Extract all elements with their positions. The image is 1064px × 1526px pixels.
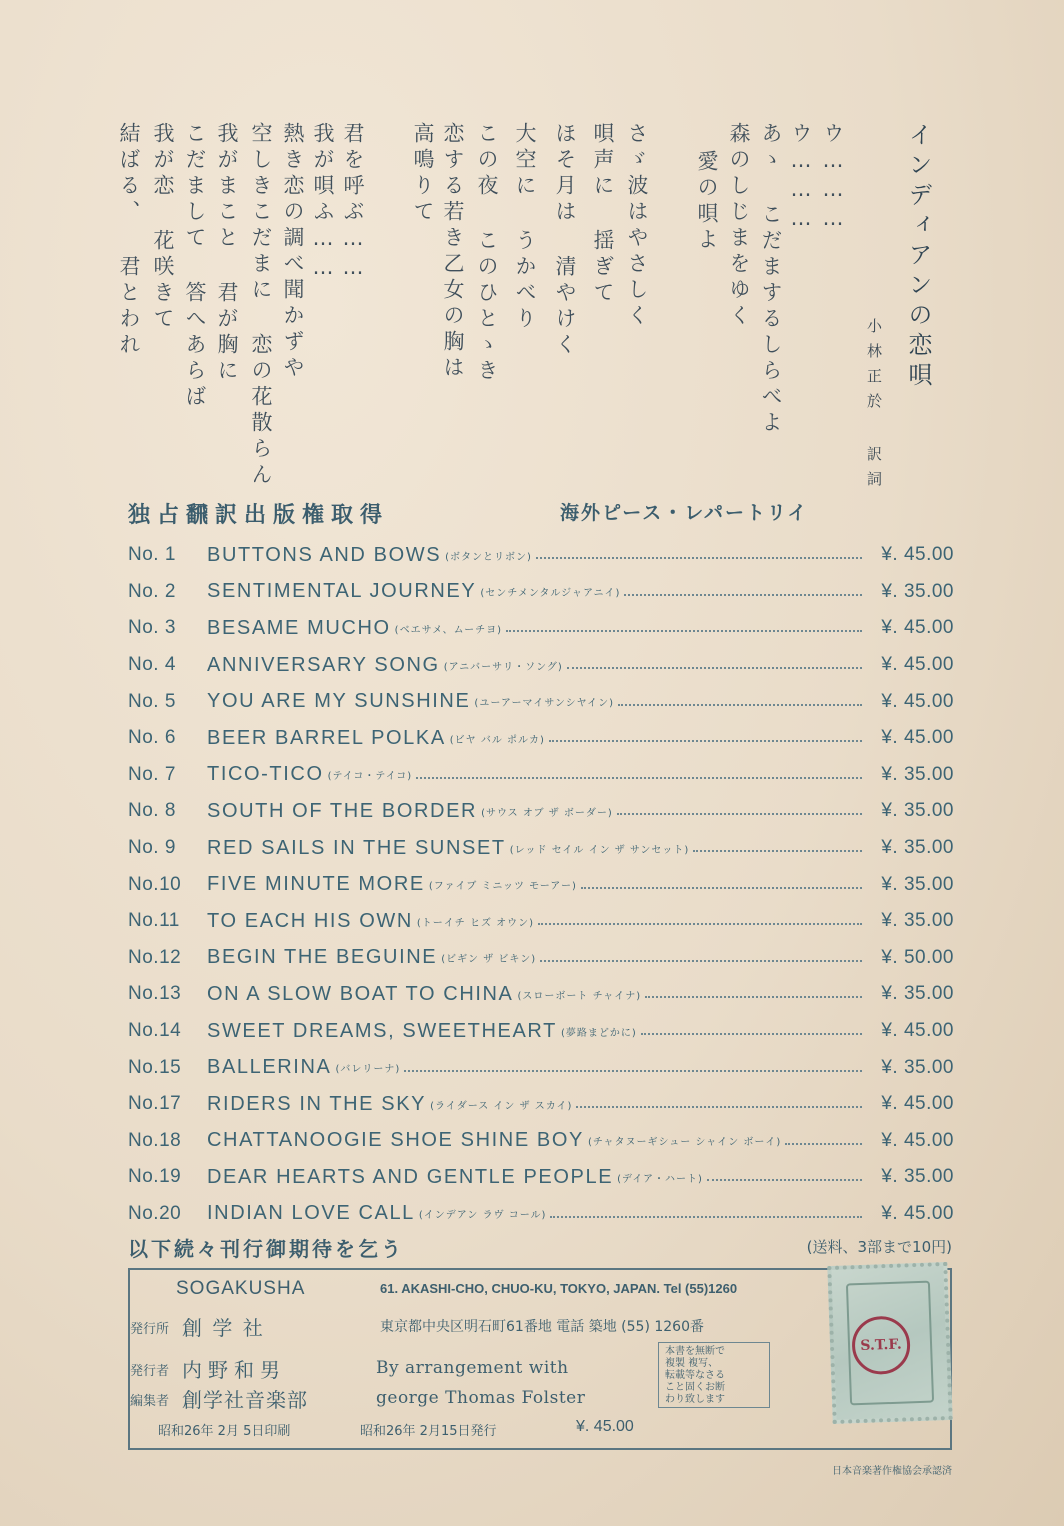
- song-title: SWEET DREAMS, SWEETHEART: [207, 1019, 557, 1042]
- song-row: [128, 866, 954, 903]
- song-row: [128, 720, 954, 757]
- leader-dots: [506, 630, 862, 632]
- song-number: No.20: [128, 1202, 182, 1224]
- rights-notice: [658, 1342, 770, 1408]
- lyric-line: 空しきこだまに 恋の花散らん: [249, 122, 273, 489]
- postage-note: (送料、3部まで10円): [806, 1238, 952, 1256]
- leader-dots: [404, 1070, 862, 1072]
- lyric-line: 愛の唄よ: [695, 150, 719, 254]
- song-kana: (ベエサメ、ムーチヨ): [394, 624, 502, 636]
- leader-dots: [538, 923, 862, 925]
- song-kana: (インデアン ラヴ コール): [418, 1210, 547, 1222]
- lyric-line: ほそ月は 清やけく: [553, 122, 577, 359]
- song-kana: (ビヤ バル ポルカ): [449, 734, 545, 746]
- rights-line: 本書を無断で: [665, 1346, 725, 1357]
- lyric-line: 森のしじまをゆく: [727, 122, 751, 330]
- copyright-approval: 日本音楽著作権協会承認済: [832, 1466, 952, 1477]
- song-title: SOUTH OF THE BORDER: [207, 799, 478, 822]
- rights-line: わり致します: [665, 1394, 725, 1405]
- song-title: TO EACH HIS OWN: [207, 909, 413, 932]
- song-kana: (トーイチ ヒズ オウン): [416, 917, 535, 929]
- revenue-stamp: [827, 1262, 952, 1424]
- issuer-name: 内野和男: [182, 1358, 286, 1382]
- song-price: ¥. 35.00: [881, 837, 954, 859]
- song-row: [128, 903, 954, 940]
- song-row: [128, 574, 954, 611]
- song-number: No.14: [128, 1020, 182, 1042]
- company-name-en: SOGAKUSHA: [176, 1278, 306, 1299]
- editor-label: 編集者: [130, 1394, 170, 1409]
- song-title: FIVE MINUTE MORE: [207, 873, 425, 896]
- lyric-line: 恋する若き乙女の胸は: [441, 122, 465, 382]
- song-number: No. 5: [128, 690, 176, 712]
- song-row: [128, 1049, 954, 1086]
- song-number: No.17: [128, 1093, 182, 1115]
- song-title: BUTTONS AND BOWS: [207, 543, 442, 566]
- song-title: RED SAILS IN THE SUNSET: [207, 836, 506, 859]
- song-row: [128, 976, 954, 1013]
- song-kana: (ファイブ ミニッツ モーアー): [428, 881, 577, 893]
- song-price: ¥. 45.00: [881, 727, 954, 749]
- song-number: No. 6: [128, 727, 176, 749]
- song-price: ¥. 35.00: [881, 1166, 954, 1188]
- song-title: ON A SLOW BOAT TO CHINA: [207, 982, 514, 1005]
- song-row: [128, 1196, 954, 1233]
- song-title: YOU ARE MY SUNSHINE: [207, 690, 471, 713]
- rights-line: 転載等なさる: [665, 1370, 725, 1381]
- song-title: CHATTANOOGIE SHOE SHINE BOY: [207, 1129, 584, 1152]
- song-row: [128, 610, 954, 647]
- song-number: No. 8: [128, 800, 176, 822]
- song-row: [128, 647, 954, 684]
- leader-dots: [576, 1106, 862, 1108]
- lyric-line: ウ………: [821, 122, 845, 235]
- song-number: No. 3: [128, 617, 176, 639]
- lyric-line: さゞ波はやさしく: [625, 122, 649, 330]
- song-number: No.15: [128, 1056, 182, 1078]
- song-row: [128, 757, 954, 794]
- leader-dots: [536, 557, 862, 559]
- song-title: ANNIVERSARY SONG: [207, 653, 440, 676]
- leader-dots: [645, 996, 862, 998]
- song-price: ¥. 35.00: [881, 763, 954, 785]
- song-row: [128, 1123, 954, 1160]
- leader-dots: [540, 960, 862, 962]
- song-number: No.19: [128, 1166, 182, 1188]
- song-price: ¥. 50.00: [881, 946, 954, 968]
- song-title: SENTIMENTAL JOURNEY: [207, 580, 477, 603]
- song-price: ¥. 35.00: [881, 800, 954, 822]
- lyric-line: 君を呼ぶ……: [341, 122, 365, 284]
- song-price: ¥. 45.00: [881, 1093, 954, 1115]
- song-kana: (レッド セイル イン ザ サンセット): [509, 844, 690, 856]
- song-kana: (夢路まどかに): [560, 1027, 637, 1039]
- song-price: ¥. 45.00: [881, 1202, 954, 1224]
- leader-dots: [416, 777, 862, 779]
- song-kana: (アニバーサリ・ソング): [443, 661, 563, 673]
- address-en: 61. AKASHI-CHO, CHUO-KU, TOKYO, JAPAN. Tel (55)1260: [380, 1281, 738, 1296]
- publisher-label: 発行所: [130, 1322, 170, 1337]
- song-title: BEER BARREL POLKA: [207, 726, 446, 749]
- print-date: 昭和26年 2月 5日印刷: [158, 1424, 291, 1439]
- lyric-line: こだまして 答へあらば: [183, 122, 207, 411]
- lyric-line: 高鳴りて: [411, 122, 435, 226]
- song-price: ¥. 45.00: [881, 654, 954, 676]
- leader-dots: [641, 1033, 862, 1035]
- song-kana: (バレリーナ): [335, 1064, 401, 1076]
- lyric-line: あゝ こだまするしらべよ: [759, 122, 783, 437]
- arrangement-line-1: By arrangement with: [376, 1358, 569, 1378]
- leader-dots: [549, 740, 862, 742]
- lyrics-title: インディアンの恋唄: [904, 122, 932, 392]
- song-kana: (チャタヌーギシュー シャイン ボーイ): [587, 1137, 782, 1149]
- song-price: ¥. 35.00: [881, 910, 954, 932]
- song-row: [128, 940, 954, 977]
- song-price: ¥. 35.00: [881, 983, 954, 1005]
- song-price: ¥. 45.00: [881, 544, 954, 566]
- song-number: No. 7: [128, 763, 176, 785]
- song-title: BALLERINA: [207, 1056, 332, 1079]
- song-kana: (ライダース イン ザ スカイ): [430, 1100, 573, 1112]
- song-number: No. 9: [128, 837, 176, 859]
- leader-dots: [581, 887, 862, 889]
- song-kana: (スローボート チャイナ): [517, 990, 642, 1002]
- leader-dots: [550, 1216, 862, 1218]
- song-kana: (テイコ・テイコ): [327, 771, 413, 783]
- song-price: ¥. 35.00: [881, 1056, 954, 1078]
- song-kana: (センチメンタルジャアニイ): [480, 588, 621, 600]
- song-row: [128, 537, 954, 574]
- song-row: [128, 830, 954, 867]
- leader-dots: [707, 1179, 862, 1181]
- rights-line: 複製 複写、: [665, 1358, 719, 1369]
- song-price: ¥. 45.00: [881, 1020, 954, 1042]
- catalog-heading: 独占飜訳出版権取得: [128, 503, 390, 528]
- colophon-price: ¥. 45.00: [576, 1418, 634, 1435]
- lyrics-credit: 小林正於 訳詞: [865, 318, 883, 496]
- song-number: No. 1: [128, 544, 176, 566]
- colophon-box: [128, 1268, 952, 1450]
- song-row: [128, 683, 954, 720]
- song-title: DEAR HEARTS AND GENTLE PEOPLE: [207, 1165, 614, 1188]
- song-price: ¥. 35.00: [881, 580, 954, 602]
- song-row: [128, 1159, 954, 1196]
- publisher-name: 創 学 社: [182, 1316, 265, 1340]
- lyric-line: 結ばる、 君とわれ: [117, 122, 141, 359]
- catalog-subheading: 海外ピース・レパートリイ: [560, 502, 809, 524]
- lyric-line: 熱き恋の調べ聞かずや: [281, 122, 305, 382]
- leader-dots: [618, 704, 862, 706]
- leader-dots: [624, 594, 862, 596]
- song-number: No. 4: [128, 654, 176, 676]
- song-title: BESAME MUCHO: [207, 616, 391, 639]
- song-price: ¥. 45.00: [881, 617, 954, 639]
- lyric-line: 我がまこと 君が胸に: [215, 122, 239, 385]
- lyric-line: 我が恋 花咲きて: [151, 122, 175, 333]
- red-seal: S.T.F.: [851, 1315, 911, 1375]
- arrangement-line-2: george Thomas Folster: [376, 1388, 586, 1408]
- editor-name: 創学社音楽部: [182, 1388, 308, 1412]
- song-number: No.10: [128, 873, 182, 895]
- song-number: No. 2: [128, 580, 176, 602]
- lyric-line: ウ………: [789, 122, 813, 235]
- song-kana: (ユーアーマイサンシヤイン): [474, 698, 615, 710]
- rights-line: こと固くお断: [665, 1382, 725, 1393]
- song-row: [128, 1086, 954, 1123]
- song-price: ¥. 45.00: [881, 690, 954, 712]
- song-row: [128, 793, 954, 830]
- issue-date: 昭和26年 2月15日発行: [360, 1424, 497, 1439]
- song-kana: (デイア・ハート): [617, 1173, 703, 1185]
- song-kana: (ビギン ザ ビキン): [441, 954, 537, 966]
- lyric-line: 大空に うかべり: [513, 122, 537, 333]
- address-jp: 東京都中央区明石町61番地 電話 築地 (55) 1260番: [380, 1319, 704, 1335]
- song-number: No.11: [128, 910, 180, 932]
- lyric-line: この夜 このひとゝき: [475, 122, 499, 385]
- song-kana: (サウス オブ ザ ボーダー): [481, 807, 613, 819]
- song-number: No.13: [128, 983, 182, 1005]
- song-title: BEGIN THE BEGUINE: [207, 946, 438, 969]
- continue-note: 以下続々刊行御期待を乞う: [128, 1237, 404, 1261]
- song-price: ¥. 45.00: [881, 1129, 954, 1151]
- song-number: No.18: [128, 1129, 182, 1151]
- leader-dots: [567, 667, 862, 669]
- leader-dots: [693, 850, 862, 852]
- lyric-line: 唄声に 揺ぎて: [591, 122, 615, 307]
- song-list: [128, 537, 954, 1232]
- song-title: RIDERS IN THE SKY: [207, 1092, 427, 1115]
- issuer-label: 発行者: [130, 1364, 170, 1379]
- lyric-line: 我が唄ふ……: [311, 122, 335, 284]
- leader-dots: [617, 813, 862, 815]
- song-number: No.12: [128, 946, 182, 968]
- song-price: ¥. 35.00: [881, 873, 954, 895]
- song-row: [128, 1013, 954, 1050]
- song-title: INDIAN LOVE CALL: [207, 1202, 415, 1225]
- leader-dots: [785, 1143, 862, 1145]
- song-title: TICO-TICO: [207, 763, 324, 786]
- song-kana: (ボタンとリボン): [445, 551, 532, 563]
